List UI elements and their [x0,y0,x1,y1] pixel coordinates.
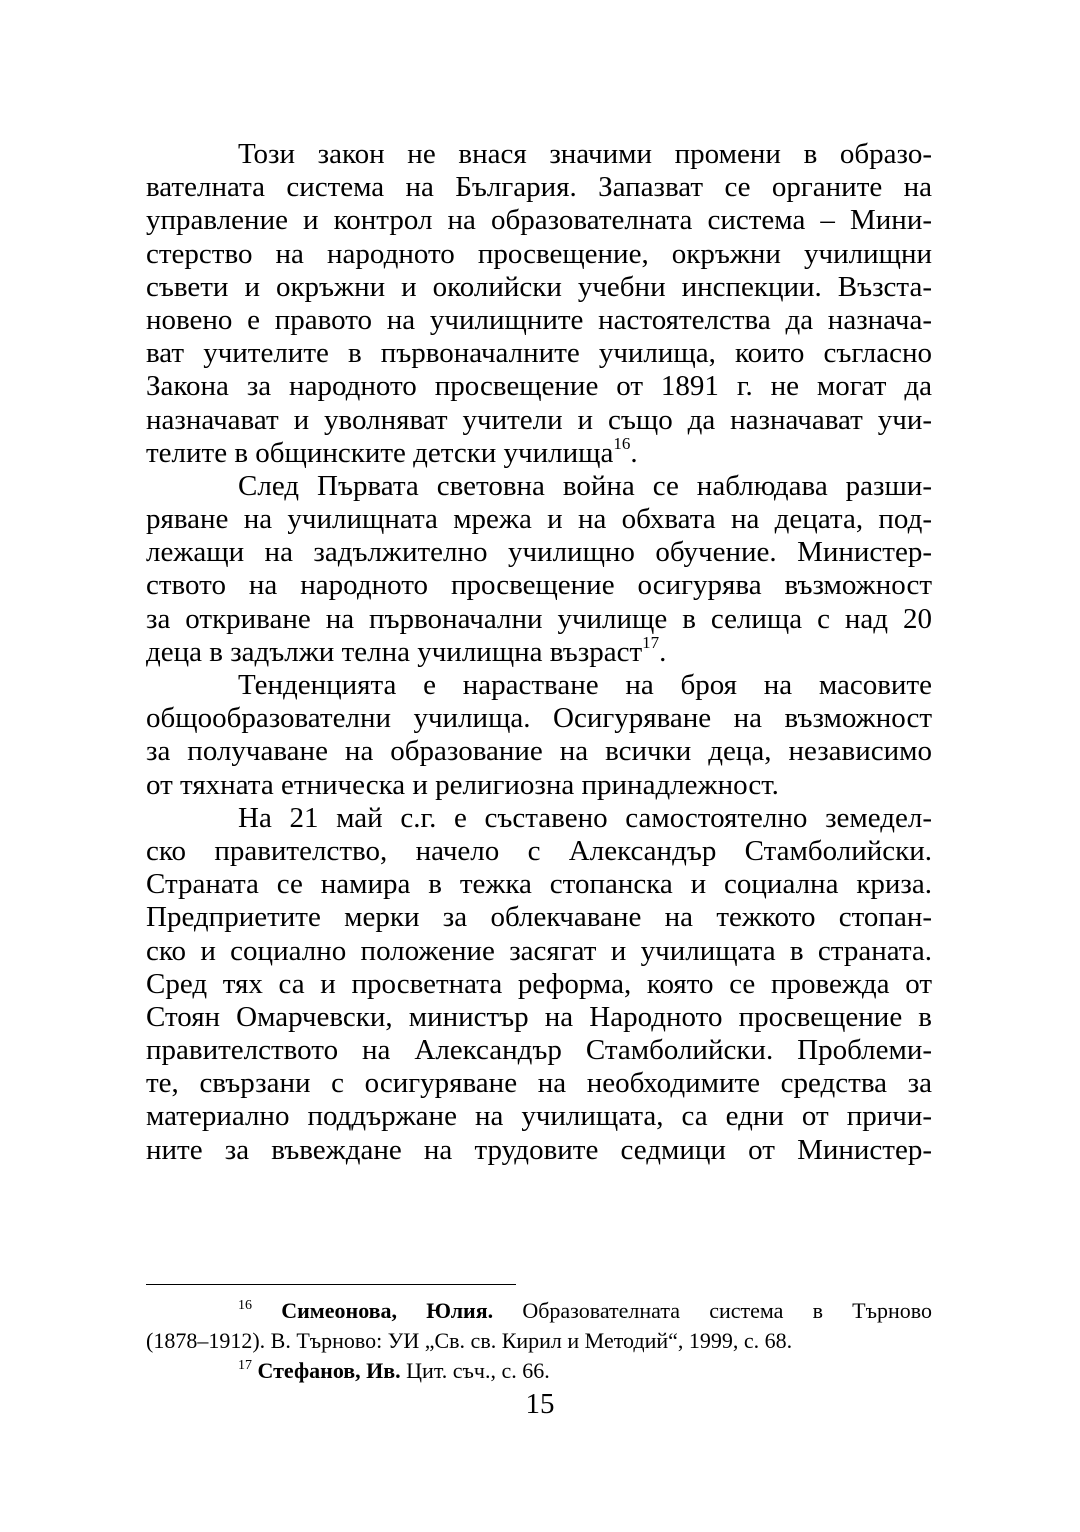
text-line: Страната се намира в тежка стопанска и социална криза. [146,868,932,901]
text-line: лежащи на задължително училищно обучение. Министер- [146,536,932,569]
text-line: правителството на Александър Стамболийски. Проблеми- [146,1034,932,1067]
text-line: стерство на народното просвещение, окръжни училищни [146,237,932,270]
footnote-16-cont: (1878–1912). В. Търново: УИ „Св. св. Кирил и Методий“, 1999, с. 68. [146,1328,793,1353]
text-line [146,433,932,470]
footnote-divider [146,1284,516,1285]
text-span: . [630,436,638,469]
footnote-author: Симеонова, Юлия. [281,1298,494,1323]
main-text [146,138,932,1167]
footnote-number: 17 [238,1358,252,1373]
text-line: ват учителите в първоначалните училища, които съгласно [146,337,932,370]
text-line: Сред тях са и просветната реформа, която се провежда от [146,967,932,1000]
footnote-ref[interactable]: 16 [613,433,631,453]
text-span: деца в задължи телна училищна възраст [146,635,643,668]
text-line: ско и социално положение засягат и училищата в страната. [146,934,932,967]
text-line: съвети и окръжни и околийски учебни инспекции. Възста- [146,270,932,303]
text-line: за откриване на първоначални училище в селища с над 20 [146,602,932,635]
footnotes [146,1296,932,1386]
footnote-text: Образователната система в Търново [522,1298,933,1323]
footnote-ref[interactable]: 17 [642,632,660,652]
text-line: управление и контрол на образователната система – Мини- [146,204,932,237]
text-line: новено е правото на училищните настоятелства да назнача- [146,303,932,336]
text-line: Предприетите мерки за облекчаване на тежкото стопан- [146,901,932,934]
footnote-author: Стефанов, Ив. [257,1358,401,1383]
text-line [146,632,932,669]
text-line: Тенденцията е нарастване на броя на масовите [238,669,932,701]
text-line: общообразователни училища. Осигуряване на възможност [146,702,932,735]
text-span: телите в общинските детски училища [146,436,614,469]
paragraph [146,802,932,1167]
text-line: те, свързани с осигуряване на необходимите средства за [146,1067,932,1100]
text-line: материално поддържане на училищата, са едни от причи- [146,1100,932,1133]
paragraph [146,470,932,669]
text-line: ряване на училищната мрежа и на обхвата на децата, под- [146,503,932,536]
text-line: ско правителство, начело с Александър Стамболийски. [146,834,932,867]
text-line: Закона за народното просвещение от 1891 г. не могат да [146,370,932,403]
footnote-17 [146,1356,932,1386]
text-line: ните за въвеждане на трудовите седмици от Министер- [146,1133,932,1166]
text-span: . [659,635,667,668]
page-number: 15 [525,1388,555,1420]
text-line: от тяхната етническа и религиозна принадлежност. [146,768,779,801]
paragraph [146,669,932,802]
text-line: вателната система на България. Запазват се органите на [146,171,932,204]
text-line: След Първата световна война се наблюдава разши- [238,469,932,502]
footnote-16 [146,1296,932,1326]
footnote-text: Цит. съч., с. 66. [406,1358,550,1383]
text-line: Този закон не внася значими промени в образо- [238,138,932,170]
text-line: ството на народното просвещение осигурява възможност [146,569,932,602]
text-line: На 21 май с.г. е съставено самостоятелно земедел- [238,801,932,834]
text-line: назначават и уволняват учители и също да назначават учи- [146,403,932,436]
paragraph [146,138,932,470]
text-line: Стоян Омарчевски, министър на Народното просвещение в [146,1000,932,1033]
text-line: за получаване на образование на всички деца, независимо [146,735,932,768]
footnote-number: 16 [238,1298,252,1313]
